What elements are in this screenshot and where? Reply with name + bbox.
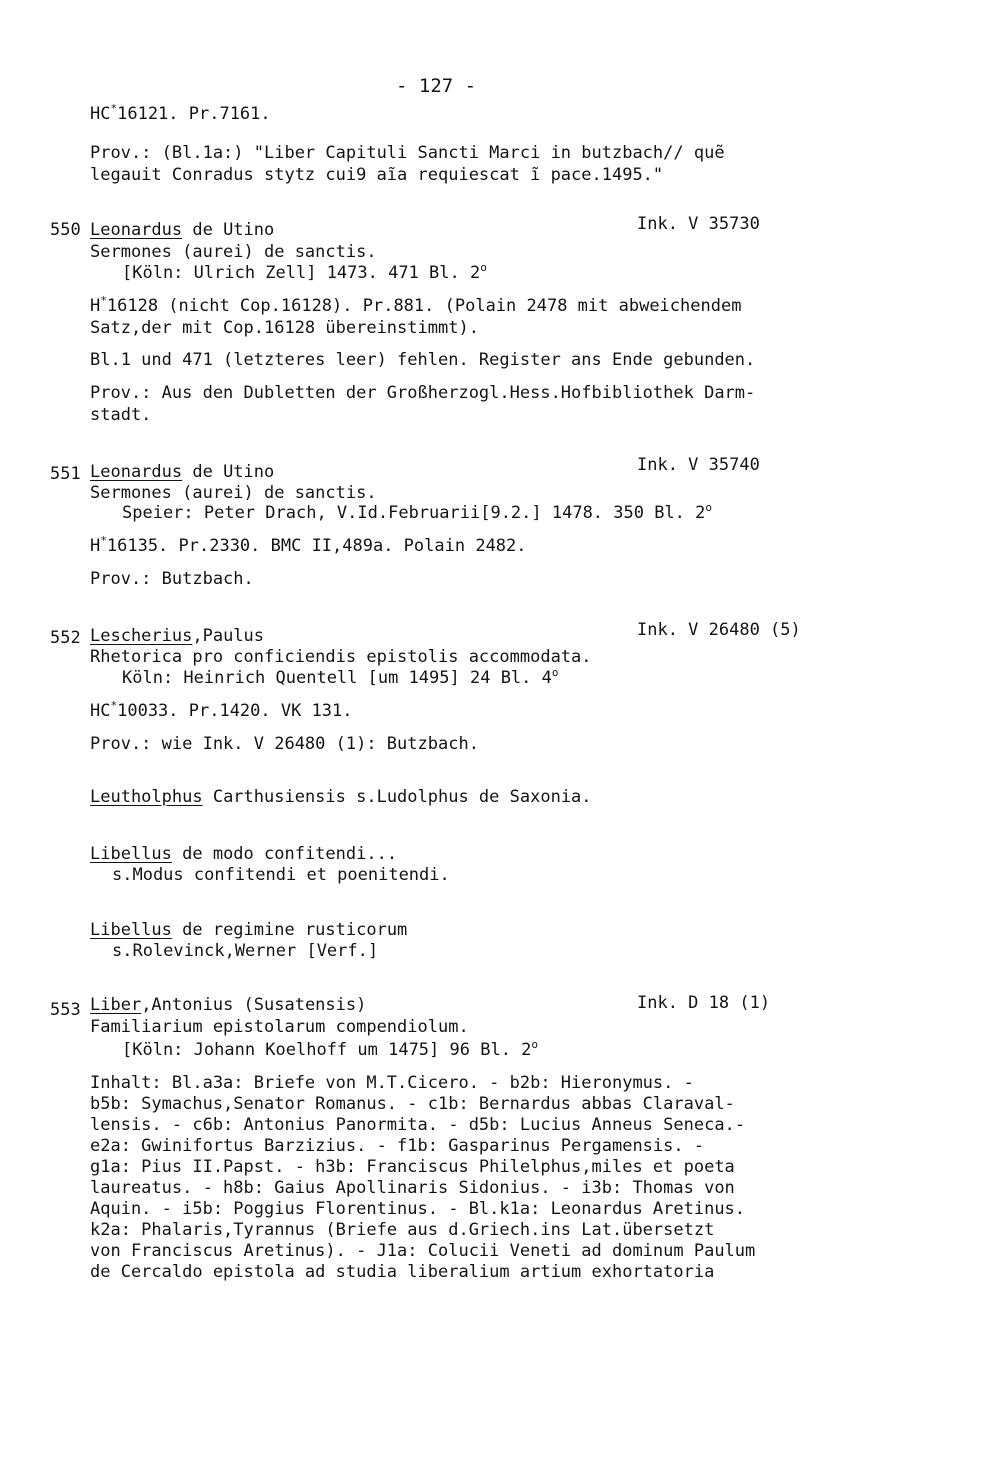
entry-550-author-rest: de Utino	[182, 220, 275, 240]
entry-number-550: 550	[50, 220, 81, 240]
entry-552-imprint-text: Köln: Heinrich Quentell [um 1495] 24 Bl. 4	[122, 668, 552, 688]
entry-553-content-line: de Cercaldo epistola ad studia liberalium artium exhortatoria	[90, 1262, 715, 1282]
entry-552-imprint	[122, 668, 559, 688]
entry-550-provenance: Prov.: Aus den Dubletten der Großherzogl.Hess.Hofbibliothek Darm-	[90, 383, 756, 403]
entry-550-title: Sermones (aurei) de sanctis.	[90, 242, 377, 262]
entry-550-format: o	[480, 261, 487, 274]
entry-553-format: o	[531, 1038, 539, 1051]
top-provenance-cont: legauit Conradus stytz cui9 aĩa requiescat ĩ pace.1495."	[90, 165, 664, 185]
entry-550-author: Leonardus	[90, 220, 183, 240]
entry-552-author-line	[90, 626, 264, 646]
entry-number-551: 551	[50, 464, 81, 484]
entry-551-author-rest: de Utino	[182, 462, 275, 482]
entry-553-content-line: g1a: Pius II.Papst. - h3b: Franciscus Philelphus,miles et poeta	[90, 1157, 735, 1177]
entry-551-author-line	[90, 462, 274, 482]
ref-prefix: HC	[90, 701, 111, 721]
entry-553-content-line: laureatus. - h8b: Gaius Apollinaris Sidonius. - i3b: Thomas von	[90, 1178, 735, 1198]
entry-552-title: Rhetorica pro conficiendis epistolis accommodata.	[90, 647, 592, 667]
entry-550-reference-cont: Satz,der mit Cop.16128 übereinstimmt).	[90, 318, 479, 338]
entry-551-title: Sermones (aurei) de sanctis.	[90, 483, 377, 503]
entry-553-title: Familiarium epistolarum compendiolum.	[90, 1017, 469, 1037]
entry-550-note: Bl.1 und 471 (letzteres leer) fehlen. Register ans Ende gebunden.	[90, 350, 756, 370]
entry-553-imprint-text: [Köln: Johann Koelhoff um 1475] 96 Bl. 2	[122, 1040, 532, 1060]
xref-leutholphus	[90, 787, 592, 807]
top-provenance: Prov.: (Bl.1a:) "Liber Capituli Sancti Marci in butzbach// quẽ	[90, 143, 725, 163]
entry-551-format: o	[705, 501, 713, 514]
ref-text: 10033. Pr.1420. VK 131.	[117, 701, 353, 721]
entry-552-author: Lescherius	[90, 626, 193, 646]
xref-rest: de modo confitendi...	[171, 844, 398, 864]
entry-551-shelfmark: Ink. V 35740	[637, 455, 760, 475]
ref-prefix: H	[90, 296, 101, 316]
xref-head: Libellus	[90, 920, 172, 940]
xref-libellus-confitendi-see: s.Modus confitendi et poenitendi.	[112, 865, 450, 885]
entry-551-provenance: Prov.: Butzbach.	[90, 569, 254, 589]
ref-prefix: H	[90, 536, 101, 556]
entry-552-shelfmark: Ink. V 26480 (5)	[637, 620, 801, 640]
entry-553-content-line: Aquin. - i5b: Poggius Florentinus. - Bl.k1a: Leonardus Aretinus.	[90, 1199, 746, 1219]
top-reference	[90, 104, 271, 124]
entry-553-content-line: b5b: Symachus,Senator Romanus. - c1b: Bernardus abbas Claraval-	[90, 1094, 735, 1114]
entry-550-reference	[90, 296, 741, 316]
entry-552-author-rest: ,Paulus	[192, 626, 265, 646]
entry-550-shelfmark: Ink. V 35730	[637, 214, 760, 234]
ref-prefix: HC	[90, 104, 111, 124]
xref-libellus-rusticorum	[90, 920, 407, 940]
entry-553-content-line: e2a: Gwinifortus Barzizius. - f1b: Gasparinus Pergamensis. -	[90, 1136, 705, 1156]
entry-553-content-line: Inhalt: Bl.a3a: Briefe von M.T.Cicero. - b2b: Hieronymus. -	[90, 1073, 694, 1093]
entry-550-imprint-text: [Köln: Ulrich Zell] 1473. 471 Bl. 2	[122, 263, 481, 283]
xref-libellus-confitendi	[90, 844, 397, 864]
entry-550-author-line	[90, 220, 274, 240]
xref-rest: de regimine rusticorum	[171, 920, 408, 940]
entry-552-provenance: Prov.: wie Ink. V 26480 (1): Butzbach.	[90, 734, 479, 754]
xref-rest: Carthusiensis s.Ludolphus de Saxonia.	[202, 787, 592, 807]
entry-553-content-line: k2a: Phalaris,Tyrannus (Briefe aus d.Griech.ins Lat.übersetzt	[90, 1220, 715, 1240]
entry-552-format: o	[551, 666, 559, 679]
asterisk: *	[100, 534, 107, 547]
entry-552-reference	[90, 701, 353, 721]
entry-553-content-line: lensis. - c6b: Antonius Panormita. - d5b: Lucius Anneus Seneca.-	[90, 1115, 746, 1135]
entry-553-imprint	[122, 1040, 538, 1060]
ref-text: 16135. Pr.2330. BMC II,489a. Polain 2482.	[106, 536, 527, 556]
entry-553-shelfmark: Ink. D 18 (1)	[637, 993, 771, 1013]
asterisk: *	[100, 294, 107, 307]
xref-head: Libellus	[90, 844, 172, 864]
entry-number-553: 553	[50, 1000, 81, 1020]
page-number: - 127 -	[396, 75, 477, 97]
entry-551-imprint	[122, 503, 712, 523]
entry-551-author: Leonardus	[90, 462, 183, 482]
asterisk: *	[110, 699, 118, 712]
entry-553-author-rest: ,Antonius (Susatensis)	[141, 995, 367, 1015]
entry-551-reference	[90, 536, 527, 556]
ref-text: 16128 (nicht Cop.16128). Pr.881. (Polain 2478 mit abweichendem	[106, 296, 742, 316]
entry-551-imprint-text: Speier: Peter Drach, V.Id.Februarii[9.2.] 1478. 350 Bl. 2	[122, 503, 706, 523]
asterisk: *	[110, 102, 118, 115]
entry-550-imprint	[122, 263, 487, 283]
entry-553-author: Liber	[90, 995, 142, 1015]
xref-libellus-rusticorum-see: s.Rolevinck,Werner [Verf.]	[112, 941, 379, 961]
ref-text: 16121. Pr.7161.	[117, 104, 271, 124]
entry-number-552: 552	[50, 628, 81, 648]
entry-553-author-line	[90, 995, 366, 1015]
xref-head: Leutholphus	[90, 787, 203, 807]
entry-553-content-line: von Franciscus Aretinus). - J1a: Colucii Veneti ad dominum Paulum	[90, 1241, 756, 1261]
entry-550-provenance-cont: stadt.	[90, 405, 152, 425]
